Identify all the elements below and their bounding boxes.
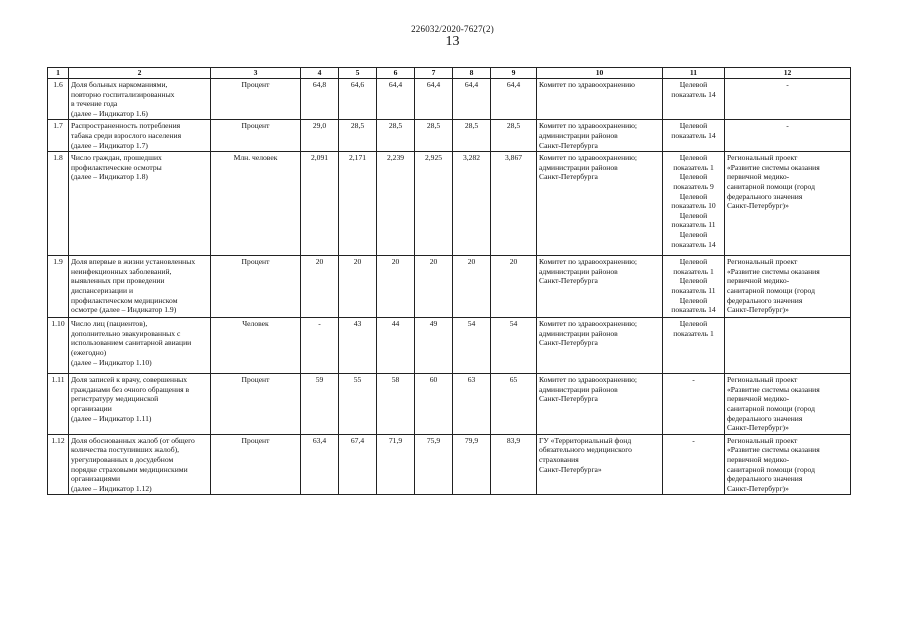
value-cell: [301, 152, 339, 256]
column-header: 2: [69, 68, 211, 79]
value-cell-text: 28,5: [464, 121, 479, 131]
executor-cell: [537, 120, 663, 152]
value-cell-text: 55: [353, 375, 362, 385]
column-header: 12: [725, 68, 851, 79]
value-cell: [453, 120, 491, 152]
unit-cell-text: Процент: [241, 121, 270, 131]
regional-project-cell: [725, 256, 851, 318]
value-cell: [377, 434, 415, 495]
value-cell: [339, 152, 377, 256]
indicator-name-cell-text: Число лиц (пациентов), дополнительно эвакуированных с использованием санитарной авиации (ежегодно) (далее – Индикатор 1.10): [71, 319, 192, 367]
row-number-cell: [48, 120, 69, 152]
value-cell-text: 59: [315, 375, 324, 385]
value-cell-text: -: [318, 319, 321, 329]
value-cell: [453, 374, 491, 435]
value-cell-text: 54: [467, 319, 476, 329]
value-cell: [301, 374, 339, 435]
unit-cell-text: Человек: [242, 319, 269, 329]
regional-project-cell-text: Региональный проект «Развитие системы оказания первичной медико- санитарной помощи (город федерального значения Санкт-Петербург)»: [727, 375, 820, 433]
value-cell-text: 83,9: [506, 435, 521, 445]
row-number-cell-text: 1.8: [53, 153, 63, 163]
column-header: 9: [491, 68, 537, 79]
column-header: 5: [339, 68, 377, 79]
executor-cell-text: Комитет по здравоохранению; администрации районов Санкт-Петербурга: [539, 257, 638, 286]
indicator-name-cell-text: Доля записей к врачу, совершенных гражданами без очного обращения в регистратуру медицинской организации (далее – Индикатор 1.11): [71, 375, 190, 423]
table-row: [48, 79, 851, 120]
value-cell: [377, 120, 415, 152]
document-registration-code: 226032/2020-7627(2): [411, 24, 494, 34]
value-cell: [491, 79, 537, 120]
value-cell-text: 79,9: [464, 435, 479, 445]
unit-cell: [211, 79, 301, 120]
value-cell-text: 63,4: [312, 435, 327, 445]
value-cell-text: 2,091: [310, 153, 329, 163]
row-number-cell-text: 1.12: [51, 435, 65, 445]
executor-cell: [537, 256, 663, 318]
page-number: 13: [445, 34, 460, 49]
unit-cell-text: Млн. человек: [233, 153, 278, 163]
unit-cell: [211, 120, 301, 152]
value-cell-text: 43: [353, 319, 362, 329]
value-cell: [491, 318, 537, 374]
table-row: [48, 374, 851, 435]
value-cell-text: 2,171: [348, 153, 367, 163]
value-cell: [301, 120, 339, 152]
target-indicator-cell-text: Целевой показатель 14: [671, 80, 716, 99]
value-cell-text: 67,4: [350, 435, 365, 445]
target-indicator-cell: [663, 79, 725, 120]
target-indicator-cell: [663, 374, 725, 435]
value-cell-text: 64,4: [506, 80, 521, 89]
value-cell: [491, 434, 537, 495]
indicator-name-cell: [69, 256, 211, 318]
target-indicator-cell-text: Целевой показатель 1 Целевой показатель 11 Целевой показатель 14: [671, 257, 716, 315]
value-cell-text: 49: [429, 319, 438, 329]
unit-cell: [211, 256, 301, 318]
regional-project-cell: [725, 79, 851, 120]
value-cell: [339, 434, 377, 495]
value-cell-text: 75,9: [426, 435, 441, 445]
value-cell-text: 64,4: [426, 80, 441, 89]
executor-cell: [537, 434, 663, 495]
value-cell-text: 60: [429, 375, 438, 385]
table-row: [48, 256, 851, 318]
regional-project-cell: [725, 152, 851, 256]
executor-cell: [537, 79, 663, 120]
table-row: [48, 318, 851, 374]
indicator-name-cell: [69, 434, 211, 495]
regional-project-cell: [725, 318, 851, 374]
value-cell: [377, 79, 415, 120]
executor-cell: [537, 152, 663, 256]
value-cell-text: 28,5: [388, 121, 403, 131]
value-cell-text: 20: [353, 257, 362, 267]
target-indicator-cell-text: Целевой показатель 1 Целевой показатель 9 Целевой показатель 10 Целевой показатель 11 Целевой показатель 14: [671, 153, 716, 249]
executor-cell-text: ГУ «Территориальный фонд обязательного медицинского страхования Санкт-Петербурга»: [539, 435, 632, 474]
row-number-cell: [48, 152, 69, 256]
value-cell: [453, 434, 491, 495]
value-cell: [415, 152, 453, 256]
value-cell-text: 20: [315, 257, 324, 267]
value-cell: [377, 318, 415, 374]
value-cell: [491, 256, 537, 318]
value-cell-text: 3,282: [462, 153, 481, 163]
value-cell: [415, 120, 453, 152]
value-cell: [415, 374, 453, 435]
value-cell: [339, 256, 377, 318]
value-cell: [491, 374, 537, 435]
value-cell: [453, 256, 491, 318]
value-cell: [339, 318, 377, 374]
unit-cell: [211, 318, 301, 374]
column-header: 1: [48, 68, 69, 79]
row-number-cell: [48, 434, 69, 495]
target-indicator-cell-text: -: [692, 375, 695, 385]
executor-cell: [537, 374, 663, 435]
value-cell: [301, 434, 339, 495]
value-cell: [453, 152, 491, 256]
value-cell-text: 58: [391, 375, 400, 385]
value-cell: [491, 152, 537, 256]
value-cell-text: 20: [467, 257, 476, 267]
value-cell: [339, 120, 377, 152]
value-cell-text: 28,5: [426, 121, 441, 131]
value-cell-text: 29,0: [312, 121, 327, 131]
value-cell-text: 64,4: [388, 80, 403, 89]
regional-project-cell-text: Региональный проект «Развитие системы оказания первичной медико- санитарной помощи (город федерального значения Санкт-Петербург)»: [727, 257, 820, 315]
regional-project-cell-text: -: [786, 80, 789, 89]
value-cell-text: 3,867: [504, 153, 523, 163]
value-cell-text: 28,5: [350, 121, 365, 131]
value-cell-text: 2,925: [424, 153, 443, 163]
value-cell-text: 20: [391, 257, 400, 267]
indicator-name-cell-text: Распространенность потребления табака среди взрослого населения (далее – Индикатор 1.7): [71, 121, 182, 150]
table-row: [48, 434, 851, 495]
row-number-cell: [48, 318, 69, 374]
value-cell-text: 44: [391, 319, 400, 329]
value-cell-text: 20: [429, 257, 438, 267]
column-header: 11: [663, 68, 725, 79]
indicator-name-cell: [69, 152, 211, 256]
value-cell-text: 54: [509, 319, 518, 329]
value-cell: [415, 318, 453, 374]
target-indicator-cell: [663, 152, 725, 256]
row-number-cell: [48, 79, 69, 120]
column-header: 8: [453, 68, 491, 79]
row-number-cell: [48, 256, 69, 318]
row-number-cell: [48, 374, 69, 435]
value-cell-text: 71,9: [388, 435, 403, 445]
row-number-cell-text: 1.10: [51, 319, 65, 329]
value-cell-text: 2,239: [386, 153, 405, 163]
table-row: [48, 120, 851, 152]
row-number-cell-text: 1.7: [53, 121, 63, 131]
column-header: 3: [211, 68, 301, 79]
value-cell: [415, 79, 453, 120]
row-number-cell-text: 1.9: [53, 257, 63, 267]
value-cell-text: 28,5: [506, 121, 521, 131]
indicator-name-cell: [69, 79, 211, 120]
unit-cell-text: Процент: [241, 80, 270, 89]
target-indicator-cell-text: -: [692, 435, 695, 445]
regional-project-cell-text: Региональный проект «Развитие системы оказания первичной медико- санитарной помощи (город федерального значения Санкт-Петербург)»: [727, 153, 820, 211]
regional-project-cell: [725, 434, 851, 495]
unit-cell-text: Процент: [241, 375, 270, 385]
value-cell: [377, 152, 415, 256]
value-cell: [453, 318, 491, 374]
value-cell: [301, 256, 339, 318]
indicator-name-cell: [69, 318, 211, 374]
indicator-name-cell-text: Число граждан, прошедших профилактические осмотры (далее – Индикатор 1.8): [71, 153, 162, 182]
value-cell-text: 64,8: [312, 80, 327, 89]
indicators-table: [47, 67, 851, 495]
target-indicator-cell: [663, 434, 725, 495]
value-cell: [339, 374, 377, 435]
column-header: 6: [377, 68, 415, 79]
regional-project-cell-text: -: [786, 121, 789, 131]
indicator-name-cell-text: Доля обоснованных жалоб (от общего количества поступивших жалоб), урегулированных в досудебном порядке страховыми медицинскими организациями (далее – Индикатор 1.12): [71, 435, 195, 493]
target-indicator-cell-text: Целевой показатель 1: [673, 319, 714, 338]
executor-cell-text: Комитет по здравоохранению; администрации районов Санкт-Петербурга: [539, 375, 638, 404]
value-cell-text: 64,4: [464, 80, 479, 89]
target-indicator-cell: [663, 318, 725, 374]
column-number-row: [48, 68, 851, 79]
value-cell: [453, 79, 491, 120]
value-cell-text: 64,6: [350, 80, 365, 89]
column-header: 10: [537, 68, 663, 79]
executor-cell-text: Комитет по здравоохранению; администрации районов Санкт-Петербурга: [539, 153, 638, 182]
row-number-cell-text: 1.6: [53, 80, 63, 89]
indicator-name-cell: [69, 374, 211, 435]
value-cell-text: 63: [467, 375, 476, 385]
executor-cell-text: Комитет по здравоохранению; администрации районов Санкт-Петербурга: [539, 319, 638, 348]
regional-project-cell: [725, 120, 851, 152]
value-cell: [415, 256, 453, 318]
row-number-cell-text: 1.11: [51, 375, 65, 385]
value-cell: [377, 256, 415, 318]
value-cell: [377, 374, 415, 435]
column-header: 4: [301, 68, 339, 79]
value-cell: [301, 318, 339, 374]
regional-project-cell: [725, 374, 851, 435]
indicator-name-cell-text: Доля больных наркоманиями, повторно госпитализированных в течение года (далее – Индикатор 1.6): [71, 80, 175, 118]
unit-cell-text: Процент: [241, 435, 270, 445]
target-indicator-cell: [663, 120, 725, 152]
value-cell-text: 20: [509, 257, 518, 267]
indicator-name-cell: [69, 120, 211, 152]
value-cell: [415, 434, 453, 495]
value-cell: [339, 79, 377, 120]
value-cell: [491, 120, 537, 152]
executor-cell: [537, 318, 663, 374]
value-cell-text: 65: [509, 375, 518, 385]
regional-project-cell-text: Региональный проект «Развитие системы оказания первичной медико- санитарной помощи (город федерального значения Санкт-Петербург)»: [727, 435, 820, 493]
unit-cell-text: Процент: [241, 257, 270, 267]
target-indicator-cell-text: Целевой показатель 14: [671, 121, 716, 140]
column-header: 7: [415, 68, 453, 79]
table-row: [48, 152, 851, 256]
unit-cell: [211, 434, 301, 495]
unit-cell: [211, 374, 301, 435]
unit-cell: [211, 152, 301, 256]
target-indicator-cell: [663, 256, 725, 318]
executor-cell-text: Комитет по здравоохранению: [539, 80, 635, 89]
executor-cell-text: Комитет по здравоохранению; администрации районов Санкт-Петербурга: [539, 121, 638, 150]
indicator-name-cell-text: Доля впервые в жизни установленных неинфекционных заболеваний, выявленных при проведении диспансеризации и профилактическом медицинском осмотре (далее – Индикатор 1.9): [71, 257, 196, 315]
value-cell: [301, 79, 339, 120]
